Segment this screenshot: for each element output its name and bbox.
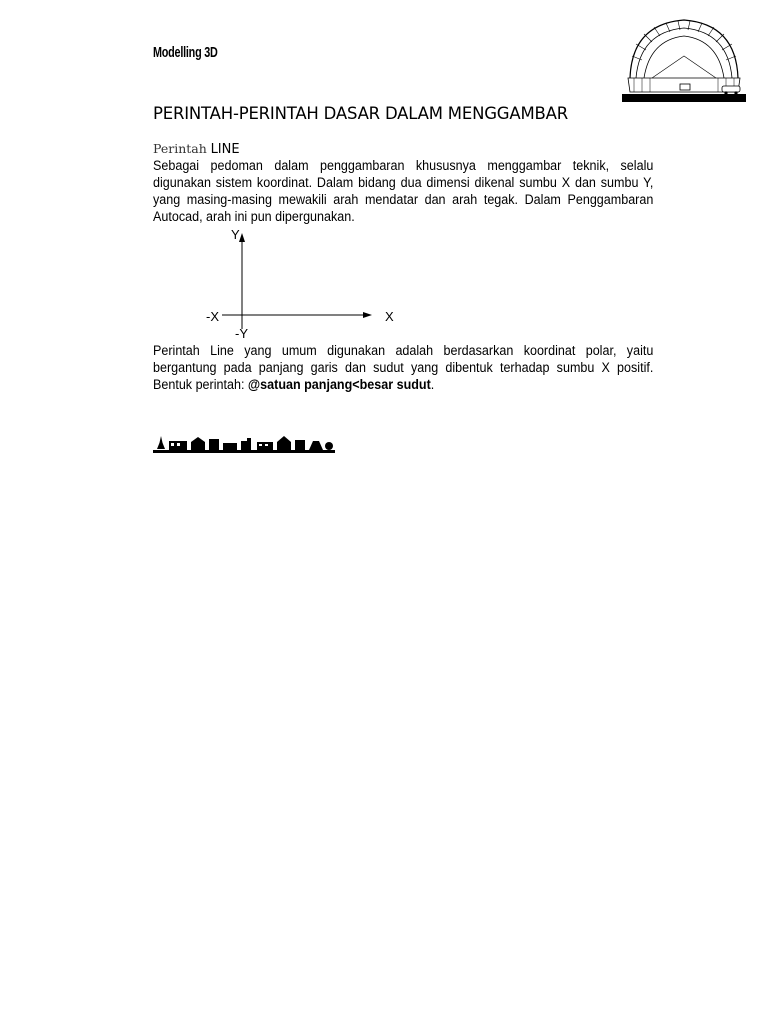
section-heading [153, 141, 240, 157]
arched-pavilion-illustration-icon [622, 16, 746, 104]
polar-paragraph-text: Perintah Line yang umum digunakan adalah berdasarkan koordinat polar, yaitu bergantung pada panjang garis dan sudut yang dibentuk terhadap sumbu X positif. Bentuk perintah: [153, 343, 654, 392]
section-heading-prefix: Perintah [153, 141, 207, 156]
polar-paragraph-end: . [430, 377, 435, 392]
intro-paragraph: Sebagai pedoman dalam penggambaran khususnya menggambar teknik, selalu digunakan sistem koordinat. Dalam bidang dua dimensi dikenal sumbu X dan sumbu Y, yang masing-masing mewakili arah mendatar dan arah tegak. Dalam Penggambaran Autocad, arah ini pun dipergunakan. [153, 158, 654, 224]
neg-x-axis-label: -X [206, 309, 219, 324]
city-skyline-strip-icon [153, 433, 335, 455]
y-axis-label: Y [231, 227, 240, 242]
section-heading-command: LINE [210, 142, 240, 157]
polar-coordinate-paragraph [153, 342, 653, 393]
x-axis-arrowhead [363, 312, 372, 318]
command-format: @satuan panjang<besar sudut [247, 377, 431, 392]
y-axis-arrowhead [239, 233, 245, 242]
page-title: PERINTAH-PERINTAH DASAR DALAM MENGGAMBAR [153, 104, 568, 123]
x-axis-label: X [385, 309, 394, 324]
document-header-title: Modelling 3D [153, 44, 218, 61]
coordinate-axes-diagram [200, 225, 410, 343]
neg-y-axis-label: -Y [235, 326, 248, 341]
